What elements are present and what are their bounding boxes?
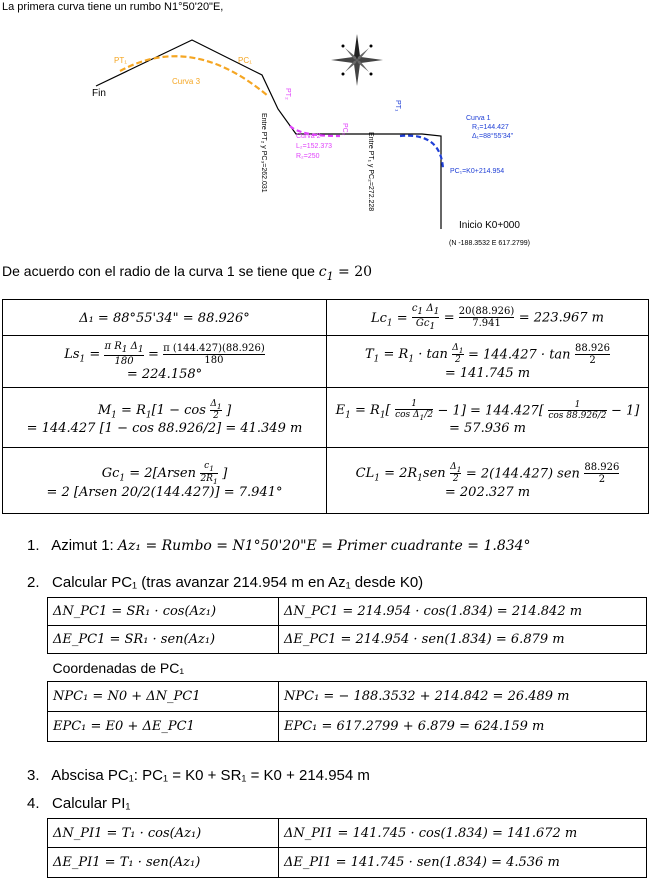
pt-right-label: PT₁ [394,100,401,112]
step-4: 4. Calcular PI₁ [27,795,131,812]
step-3: 3. Abscisa PC₁: PC₁ = K0 + SR₁ = K0 + 214.954 m [27,767,370,784]
t-cell: $T_1 = R_1 \cdot \tan$ $\frac{\Delta_1}{2}$ = 144.427 · tan $\frac{88.926}{2}$ = 141.745 m [327,336,649,388]
dn-pc1-formula: ΔN_PC1 = SR₁ · cos(Az₁) [48,598,279,626]
delta-cell: Δ₁ = 88°55'34" = 88.926° [3,300,327,336]
ls-cell: $Ls_1$ = $\frac{\pi R_1 \Delta_1}{180}$ = $\frac{\pi (144.427)(88.926)}{180}$ = 224.158° [3,336,327,388]
epc1-value: EPC₁ = 617.2799 + 6.879 = 624.159 m [279,712,647,742]
l2-label: L₂=152.373 [296,143,333,150]
curve-1-arc [400,136,443,169]
north-arrow-icon [331,34,383,86]
fin-label: Fin [92,88,106,99]
intro-line: La primera curva tiene un rumbo N1°50'20"E, [2,1,224,13]
pc1-calc-table [47,597,647,742]
m-cell: $M_1 = R_1[1 - \cos$ $\frac{\Delta_1}{2}$ ] = 144.427 [1 − cos 88.926/2] = 41.349 m [3,388,327,448]
pi1-calc-table [47,818,647,878]
npc1-value: NPC₁ = − 188.3532 + 214.842 = 26.489 m [279,682,647,712]
dn-pi1-value: ΔN_PI1 = 141.745 · cos(1.834) = 141.672 m [279,819,647,848]
de-pi1-value: ΔE_PI1 = 141.745 · sen(1.834) = 4.536 m [279,848,647,878]
r2-label: R₂=250 [296,153,320,160]
coords-label: (N -188.3532 E 617.2799) [449,240,530,247]
curva2-label: Curva 2 [296,133,321,140]
npc1-formula: NPC₁ = N0 + ΔN_PC1 [48,682,279,712]
lc-cell: $Lc_1$ = $\frac{c_1 \Delta_1}{Gc_1}$ = $\frac{20(88.926)}{7.941}$ = 223.967 m [327,300,649,336]
coord-label: Coordenadas de PC₁ [48,654,647,682]
inicio-label: Inicio K0+000 [459,220,520,231]
step-2: 2. Calcular PC₁ (tras avanzar 214.954 m en Az₁ desde K0) [27,574,424,591]
gc-cell: $Gc_1$ = 2[Arsen $\frac{c_1}{2R_1}$ ] = 2 [Arsen 20/2(144.427)] = 7.941° [3,448,327,514]
step-1: 1. Azimut 1: Az₁ = Rumbo = N1°50'20"E = Primer cuadrante = 1.834° [27,537,531,554]
alignment-diagram [0,14,650,254]
e-cell: $E_1 = R_1$[ $\frac{1}{\cos \Delta_1/2}$ − 1] = 144.427[ $\frac{1}{\cos 88.926/2}$ − 1] = 57.936 m [327,388,649,448]
de-pc1-value: ΔE_PC1 = 214.954 · sen(1.834) = 6.879 m [279,626,647,654]
dn-pc1-value: ΔN_PC1 = 214.954 · cos(1.834) = 214.842 m [279,598,647,626]
alignment-line [96,40,441,229]
pc1-value-label: PC₁=K0+214.954 [450,168,505,175]
r1-label: R₁=144.427 [472,124,509,131]
pc1-top-label: PC₁ [238,56,252,65]
curva3-label: Curva 3 [172,77,201,86]
entre2-label: Entre PT₁ y PC₂=272.228 [367,132,374,212]
pt2-label: PT₂ [284,88,291,100]
pt1-label: PT₁ [114,56,127,65]
epc1-formula: EPC₁ = E0 + ΔE_PC1 [48,712,279,742]
de-pi1-formula: ΔE_PI1 = T₁ · sen(Az₁) [48,848,279,878]
curve-elements-table [2,299,649,514]
pc2-label: PC₂ [341,123,348,136]
entre1-label: Entre PT₂ y PC₃=262.031 [260,113,267,193]
de-pc1-formula: ΔE_PC1 = SR₁ · sen(Az₁) [48,626,279,654]
radius-sentence: De acuerdo con el radio de la curva 1 se tiene que $c_1 = 20$ [2,263,373,283]
d1-label: Δ₁=88°55'34" [472,133,514,140]
dn-pi1-formula: ΔN_PI1 = T₁ · cos(Az₁) [48,819,279,848]
curva1-label: Curva 1 [466,115,491,122]
cl-cell: $CL_1 = 2R_1sen$ $\frac{\Delta_1}{2}$ = 2(144.427) sen $\frac{88.926}{2}$ = 202.327 m [327,448,649,514]
